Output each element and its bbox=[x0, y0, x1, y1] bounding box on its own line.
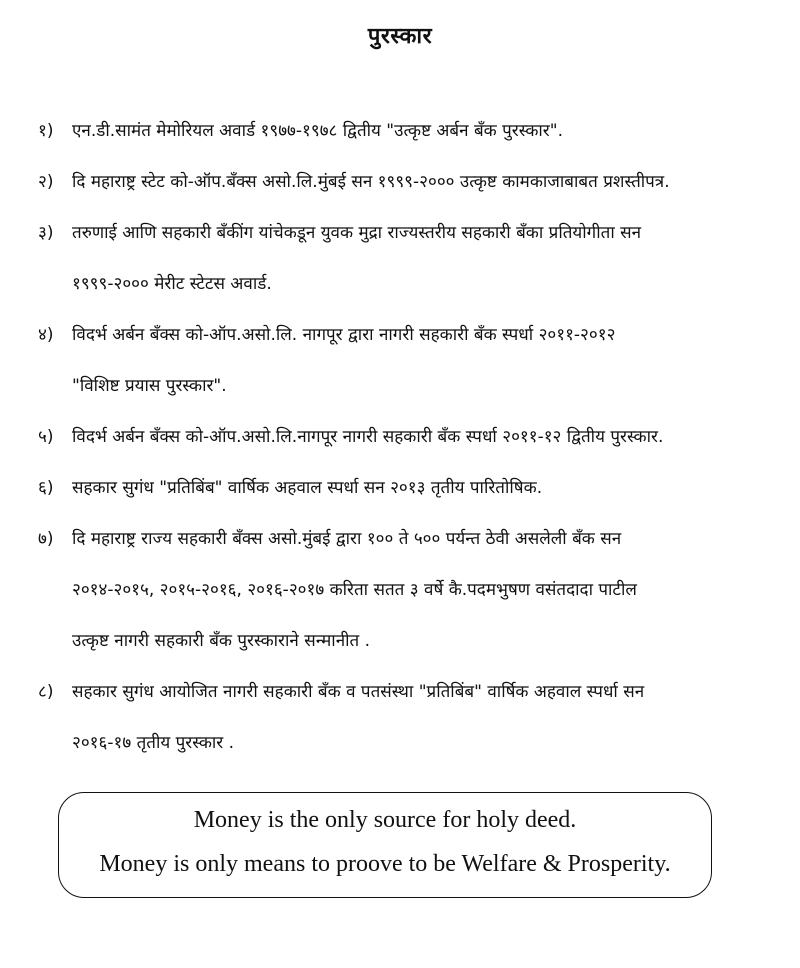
award-number: १) bbox=[38, 121, 54, 141]
award-item-8 bbox=[38, 667, 758, 769]
award-number: ४) bbox=[38, 325, 54, 345]
award-item-2 bbox=[38, 157, 758, 208]
awards-list bbox=[38, 106, 758, 769]
award-number: ५) bbox=[38, 427, 54, 447]
award-number: ३) bbox=[38, 223, 54, 243]
award-item-3 bbox=[38, 208, 758, 310]
award-text-line: उत्कृष्ट नागरी सहकारी बँक पुरस्काराने सन्मानीत . bbox=[72, 631, 371, 651]
award-text-line: विदर्भ अर्बन बँक्स को-ऑप.असो.लि.नागपूर नागरी सहकारी बँक स्पर्धा २०११-१२ द्वितीय पुरस्कार. bbox=[72, 427, 664, 447]
quote-line-2: Money is only means to proove to be Welfare & Prosperity. bbox=[99, 851, 671, 877]
award-text bbox=[72, 514, 758, 667]
award-text bbox=[72, 157, 758, 208]
award-text bbox=[72, 412, 758, 463]
award-text-line: दि महाराष्ट्र राज्य सहकारी बँक्स असो.मुंबई द्वारा १०० ते ५०० पर्यन्त ठेवी असलेली बँक सन bbox=[72, 529, 622, 549]
award-item-1 bbox=[38, 106, 758, 157]
award-text-line: एन.डी.सामंत मेमोरियल अवार्ड १९७७-१९७८ द्वितीय "उत्कृष्ट अर्बन बँक पुरस्कार". bbox=[72, 121, 563, 141]
award-text bbox=[72, 208, 758, 310]
award-text bbox=[72, 667, 758, 769]
award-number: ७) bbox=[38, 529, 54, 549]
award-text-line: विदर्भ अर्बन बँक्स को-ऑप.असो.लि. नागपूर द्वारा नागरी सहकारी बँक स्पर्धा २०११-२०१२ bbox=[72, 325, 616, 345]
award-text bbox=[72, 106, 758, 157]
award-text bbox=[72, 463, 758, 514]
award-number: ८) bbox=[38, 682, 54, 702]
award-number: २) bbox=[38, 172, 54, 192]
page-title: पुरस्कार bbox=[367, 24, 433, 49]
award-item-4 bbox=[38, 310, 758, 412]
award-item-7 bbox=[38, 514, 758, 667]
award-text-line: १९९९-२००० मेरीट स्टेटस अवार्ड. bbox=[72, 274, 272, 294]
award-text-line: सहकार सुगंध "प्रतिबिंब" वार्षिक अहवाल स्पर्धा सन २०१३ तृतीय पारितोषिक. bbox=[72, 478, 543, 498]
award-item-6 bbox=[38, 463, 758, 514]
award-text-line: २०१६-१७ तृतीय पुरस्कार . bbox=[72, 733, 235, 753]
quote-box bbox=[58, 792, 712, 898]
award-text-line: "विशिष्ट प्रयास पुरस्कार". bbox=[72, 376, 227, 396]
award-text-line: २०१४-२०१५, २०१५-२०१६, २०१६-२०१७ करिता सतत ३ वर्षे कै.पदमभुषण वसंतदादा पाटील bbox=[72, 580, 637, 600]
quote-line-1: Money is the only source for holy deed. bbox=[193, 807, 577, 833]
award-text-line: सहकार सुगंध आयोजित नागरी सहकारी बँक व पतसंस्था "प्रतिबिंब" वार्षिक अहवाल स्पर्धा सन bbox=[72, 682, 645, 702]
award-text-line: तरुणाई आणि सहकारी बँकींग यांचेकडून युवक मुद्रा राज्यस्तरीय सहकारी बँका प्रतियोगीता सन bbox=[72, 223, 642, 243]
award-item-5 bbox=[38, 412, 758, 463]
award-text-line: दि महाराष्ट्र स्टेट को-ऑप.बँक्स असो.लि.मुंबई सन १९९९-२००० उत्कृष्ट कामकाजाबाबत प्रशस्तीपत्र. bbox=[72, 172, 670, 192]
award-text bbox=[72, 310, 758, 412]
award-number: ६) bbox=[38, 478, 54, 498]
